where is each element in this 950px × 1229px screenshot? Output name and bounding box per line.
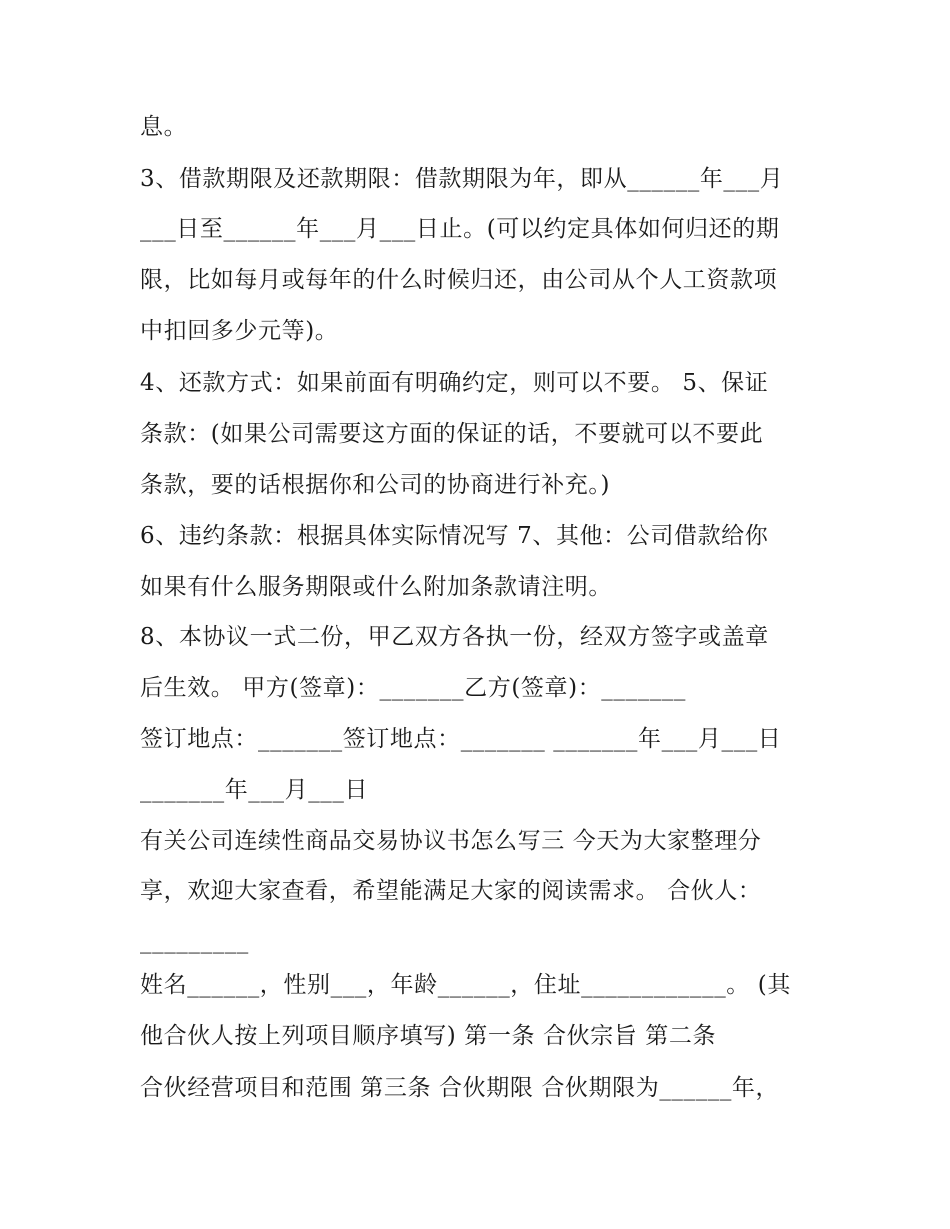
date-line: _______年___月___日 bbox=[140, 777, 369, 803]
text-line: 享，欢迎大家查看，希望能满足大家的阅读需求。 合伙人： bbox=[140, 878, 762, 904]
text-line: 4、还款方式：如果前面有明确约定，则可以不要。 5、保证 bbox=[140, 370, 769, 396]
text-line: 姓名______，性别___，年龄______，住址____________。 (其 bbox=[140, 972, 791, 998]
text-line: 8、本协议一式二份，甲乙双方各执一份，经双方签字或盖章 bbox=[140, 624, 769, 650]
text-line: 中扣回多少元等)。 bbox=[140, 318, 339, 344]
blank-line: _________ bbox=[140, 928, 249, 954]
text-line: 限，比如每月或每年的什么时候归还，由公司从个人工资款项 bbox=[140, 267, 778, 293]
text-line: 条款：(如果公司需要这方面的保证的话，不要就可以不要此 bbox=[140, 421, 764, 447]
text-line: 6、违约条款：根据具体实际情况写 7、其他：公司借款给你 bbox=[140, 523, 769, 549]
text-line: ___日至______年___月___日止。(可以约定具体如何归还的期 bbox=[140, 216, 780, 242]
text-line: 如果有什么服务期限或什么附加条款请注明。 bbox=[140, 574, 612, 600]
signing-place-line: 签订地点：_______签订地点：_______ _______年___月___日 bbox=[140, 726, 782, 752]
text-line: 息。 bbox=[140, 114, 188, 140]
text-line: 他合伙人按上列项目顺序填写) 第一条 合伙宗旨 第二条 bbox=[140, 1023, 717, 1049]
signature-line: 后生效。 甲方(签章)：_______乙方(签章)：_______ bbox=[140, 675, 687, 701]
text-line: 3、借款期限及还款期限：借款期限为年，即从______年___月 bbox=[140, 166, 784, 192]
text-line: 有关公司连续性商品交易协议书怎么写三 今天为大家整理分 bbox=[140, 828, 762, 854]
text-line: 条款，要的话根据你和公司的协商进行补充。) bbox=[140, 472, 611, 498]
text-line: 合伙经营项目和范围 第三条 合伙期限 合伙期限为______年， bbox=[140, 1075, 780, 1101]
